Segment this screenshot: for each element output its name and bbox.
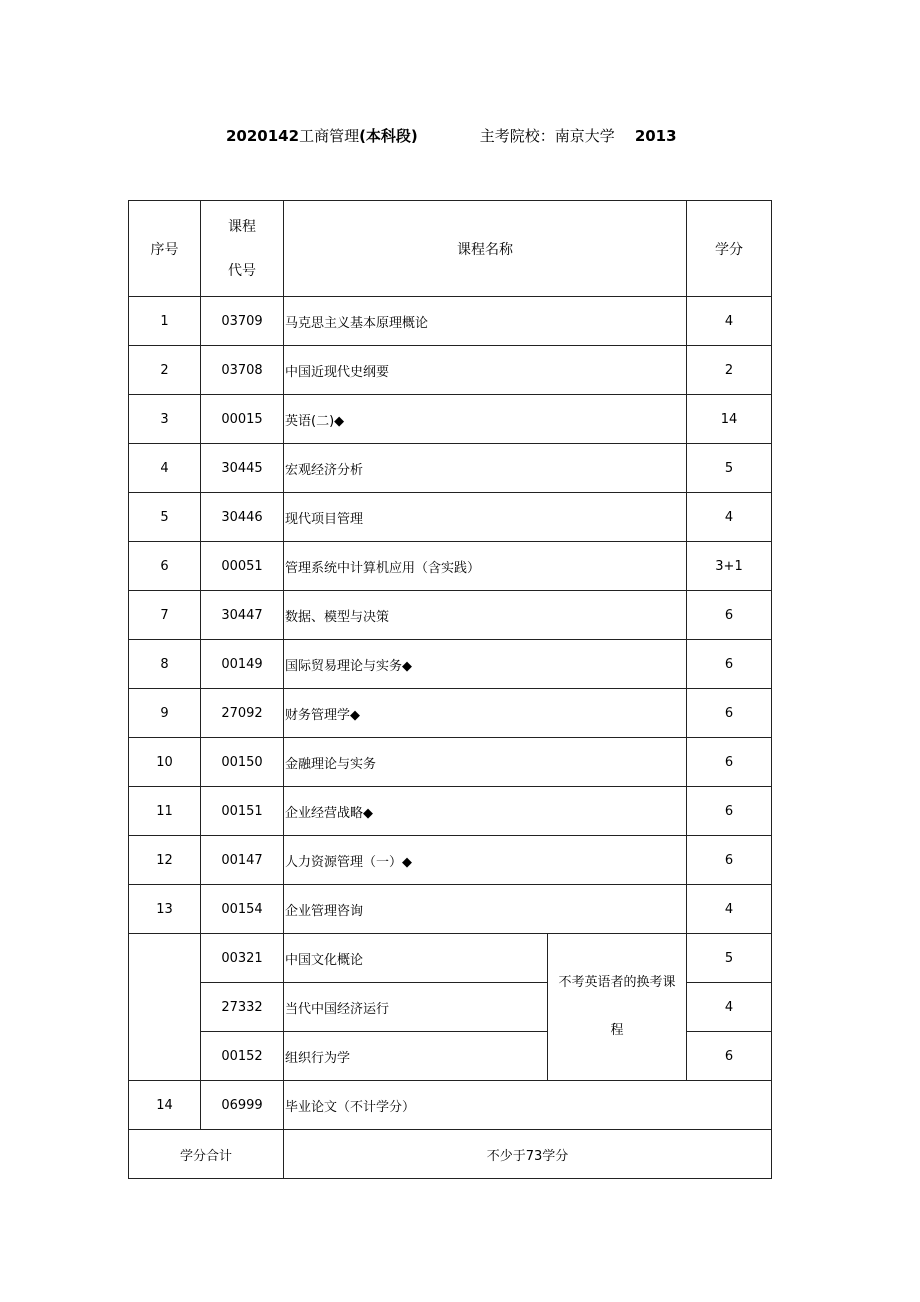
- credit-cell: 6: [687, 836, 772, 885]
- table-row: [129, 591, 772, 640]
- credit-cell: 6: [687, 591, 772, 640]
- code-cell: 30446: [201, 493, 284, 542]
- thesis-row: [129, 1081, 772, 1130]
- year: 2013: [634, 127, 677, 145]
- name-cell: 组织行为学: [284, 1032, 548, 1081]
- table-row: [129, 640, 772, 689]
- table-row: [129, 395, 772, 444]
- name-cell: 当代中国经济运行: [284, 983, 548, 1032]
- seq-cell: 13: [129, 885, 201, 934]
- credit-cell: 6: [687, 787, 772, 836]
- credit-cell: 6: [687, 1032, 772, 1081]
- table-row: [129, 493, 772, 542]
- name-cell: 企业经营战略◆: [284, 787, 687, 836]
- table-header: [129, 201, 772, 297]
- table-row: [129, 689, 772, 738]
- name-cell: 宏观经济分析: [284, 444, 687, 493]
- credit-cell: 4: [687, 885, 772, 934]
- credit-cell: 5: [687, 444, 772, 493]
- major-code: 2020142: [226, 127, 300, 145]
- header-code-line1: 课程: [228, 218, 256, 235]
- name-cell: 数据、模型与决策: [284, 591, 687, 640]
- remark-line1: 不考英语者的换考课: [558, 975, 676, 990]
- table-row: [129, 297, 772, 346]
- code-cell: 03709: [201, 297, 284, 346]
- table-row: [129, 787, 772, 836]
- code-cell: 27332: [201, 983, 284, 1032]
- seq-cell: 10: [129, 738, 201, 787]
- major-name: 工商管理: [299, 127, 360, 145]
- seq-cell: 12: [129, 836, 201, 885]
- header-code: [201, 201, 284, 297]
- name-cell: 金融理论与实务: [284, 738, 687, 787]
- course-table: [128, 200, 772, 1179]
- code-cell: 03708: [201, 346, 284, 395]
- code-cell: 30447: [201, 591, 284, 640]
- seq-cell: 2: [129, 346, 201, 395]
- code-cell: 00149: [201, 640, 284, 689]
- remark-line2: 程: [610, 1023, 624, 1038]
- substitute-seq-cell: [129, 934, 201, 1081]
- code-cell: 06999: [201, 1081, 284, 1130]
- code-cell: 00147: [201, 836, 284, 885]
- table-row: [129, 542, 772, 591]
- header-seq: 序号: [129, 201, 201, 297]
- total-row: [129, 1130, 772, 1179]
- seq-cell: 3: [129, 395, 201, 444]
- credit-cell: 14: [687, 395, 772, 444]
- code-cell: 27092: [201, 689, 284, 738]
- code-cell: 30445: [201, 444, 284, 493]
- code-cell: 00152: [201, 1032, 284, 1081]
- code-cell: 00015: [201, 395, 284, 444]
- document-title: [226, 125, 677, 146]
- seq-cell: 8: [129, 640, 201, 689]
- seq-cell: 6: [129, 542, 201, 591]
- name-cell: 中国文化概论: [284, 934, 548, 983]
- name-cell: 毕业论文（不计学分）: [284, 1081, 772, 1130]
- credit-cell: 6: [687, 738, 772, 787]
- name-cell: 现代项目管理: [284, 493, 687, 542]
- seq-cell: 11: [129, 787, 201, 836]
- name-cell: 财务管理学◆: [284, 689, 687, 738]
- credit-cell: 6: [687, 689, 772, 738]
- header-credit: 学分: [687, 201, 772, 297]
- table-row: [129, 346, 772, 395]
- name-cell: 管理系统中计算机应用（含实践）: [284, 542, 687, 591]
- credit-cell: 6: [687, 640, 772, 689]
- header-name: 课程名称: [284, 201, 687, 297]
- substitute-row: [129, 934, 772, 983]
- table-row: [129, 836, 772, 885]
- code-cell: 00154: [201, 885, 284, 934]
- code-cell: 00151: [201, 787, 284, 836]
- credit-cell: 5: [687, 934, 772, 983]
- code-cell: 00051: [201, 542, 284, 591]
- seq-cell: 5: [129, 493, 201, 542]
- seq-cell: 7: [129, 591, 201, 640]
- name-cell: 企业管理咨询: [284, 885, 687, 934]
- credit-cell: 4: [687, 493, 772, 542]
- total-label: 学分合计: [129, 1130, 284, 1179]
- total-value: 不少于73学分: [284, 1130, 772, 1179]
- seq-cell: 4: [129, 444, 201, 493]
- substitute-remark: [548, 934, 687, 1081]
- major-level: (本科段): [359, 127, 418, 145]
- name-cell: 人力资源管理（一）◆: [284, 836, 687, 885]
- code-cell: 00150: [201, 738, 284, 787]
- credit-cell: 3+1: [687, 542, 772, 591]
- credit-cell: 4: [687, 983, 772, 1032]
- table-row: [129, 738, 772, 787]
- header-code-line2: 代号: [228, 262, 256, 279]
- credit-cell: 4: [687, 297, 772, 346]
- name-cell: 国际贸易理论与实务◆: [284, 640, 687, 689]
- school-label: 主考院校：南京大学: [479, 127, 615, 145]
- code-cell: 00321: [201, 934, 284, 983]
- seq-cell: 14: [129, 1081, 201, 1130]
- name-cell: 中国近现代史纲要: [284, 346, 687, 395]
- name-cell: 英语(二)◆: [284, 395, 687, 444]
- seq-cell: 1: [129, 297, 201, 346]
- table-row: [129, 444, 772, 493]
- name-cell: 马克思主义基本原理概论: [284, 297, 687, 346]
- seq-cell: 9: [129, 689, 201, 738]
- credit-cell: 2: [687, 346, 772, 395]
- table-row: [129, 885, 772, 934]
